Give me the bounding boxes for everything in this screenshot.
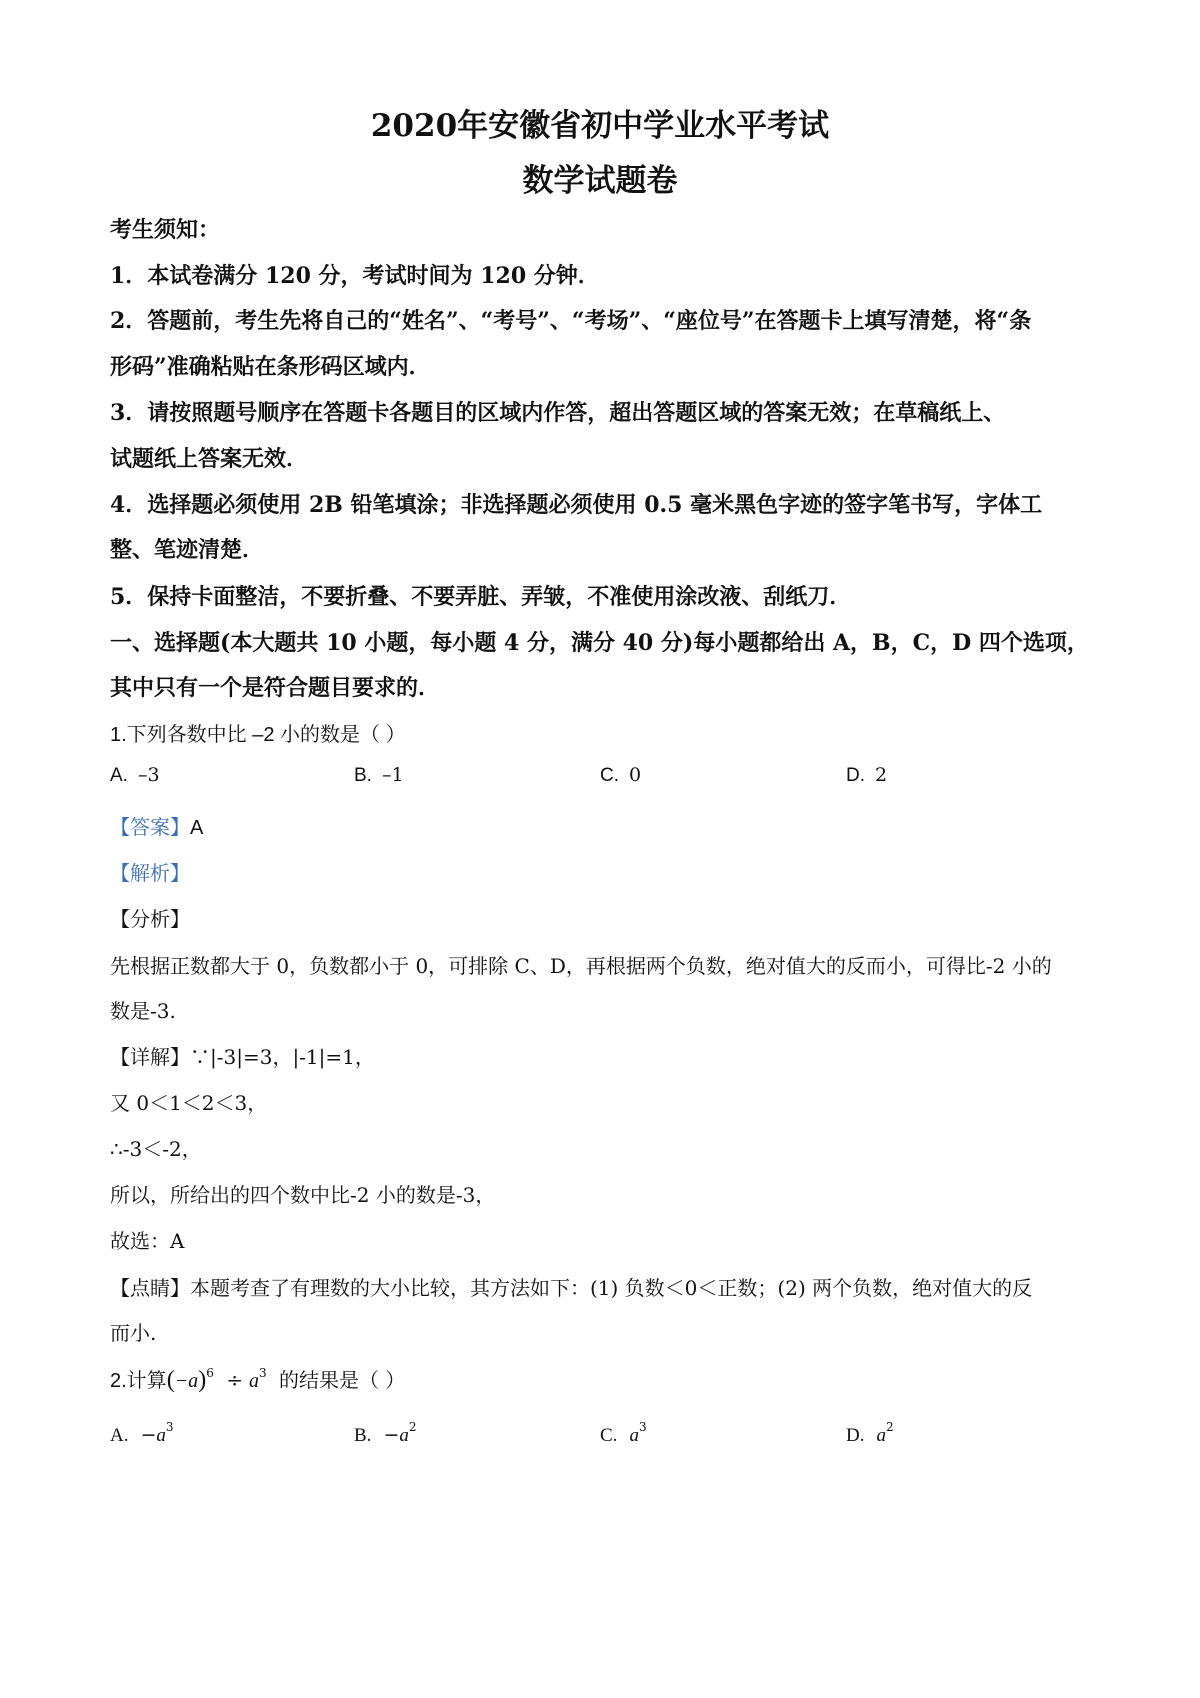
question-1-option-d — [846, 764, 887, 787]
section-heading-line-2: 其中只有一个是符合题目要求的． — [110, 675, 441, 701]
option-exponent: 3 — [638, 1420, 647, 1434]
detail-line-2: 又 0＜1＜2＜3， — [110, 1091, 268, 1115]
question-2-prefix: 2.计算 — [110, 1370, 167, 1392]
question-2-option-b — [354, 1420, 417, 1447]
option-letter: A. — [110, 1425, 129, 1446]
notice-item-2-line-1: 2．答题前，考生先将自己的“姓名”、“考号”、“考场”、“座位号”在答题卡上填写清楚，将“条 — [110, 308, 1032, 334]
question-2-option-a — [110, 1420, 174, 1447]
option-letter: B. — [354, 765, 372, 786]
option-exponent: 3 — [165, 1420, 174, 1434]
detail-line-1: 【详解】∵|-3|=3，|-1|=1， — [110, 1045, 375, 1069]
option-var: a — [399, 1425, 409, 1446]
dianjing-line-1: 【点睛】本题考查了有理数的大小比较，其方法如下：(1) 负数＜0＜正数；(2) 两个负数，绝对值大的反 — [110, 1276, 1033, 1300]
fenxi-tag: 【分析】 — [110, 907, 190, 931]
question-1-option-b — [354, 764, 404, 787]
fenxi-line-2: 数是-3. — [110, 999, 176, 1023]
option-exponent: 2 — [408, 1420, 417, 1434]
question-2-option-d — [846, 1420, 894, 1447]
option-value: –3 — [137, 764, 160, 786]
option-value: 2 — [875, 764, 888, 786]
answer-row — [110, 811, 203, 840]
notice-item-4-line-2: 整、笔迹清楚． — [110, 537, 265, 563]
answer-tag: 【答案】 — [110, 815, 190, 839]
question-2-stem — [110, 1364, 405, 1394]
option-letter: C. — [600, 1425, 618, 1446]
option-value: –1 — [381, 764, 404, 786]
question-2-exponent-1: 6 — [206, 1366, 214, 1380]
option-sign: − — [140, 1424, 157, 1446]
option-letter: D. — [846, 1425, 865, 1446]
left-paren: ( — [166, 1367, 175, 1393]
section-heading-line-1: 一、选择题(本大题共 10 小题，每小题 4 分，满分 40 分)每小题都给出 A，B，C，D 四个选项， — [110, 630, 1089, 656]
question-2-base-2: a — [248, 1370, 259, 1392]
dianjing-line-2: 而小. — [110, 1321, 157, 1345]
analysis-tag: 【解析】 — [110, 861, 190, 885]
exam-title: 2020年安徽省初中学业水平考试 — [370, 108, 830, 144]
detail-line-4: 所以，所给出的四个数中比-2 小的数是-3， — [110, 1183, 496, 1207]
question-2-base: −a — [174, 1370, 199, 1392]
question-2-suffix: 的结果是（ ） — [278, 1368, 406, 1392]
option-letter: D. — [846, 765, 865, 786]
right-paren: ) — [198, 1367, 207, 1393]
notice-item-3-line-2: 试题纸上答案无效． — [110, 446, 309, 472]
notice-heading: 考生须知： — [110, 217, 221, 243]
option-sign: − — [383, 1424, 400, 1446]
question-1-option-c — [600, 764, 641, 787]
option-letter: B. — [354, 1425, 372, 1446]
fenxi-line-1: 先根据正数都大于 0，负数都小于 0，可排除 C、D，再根据两个负数，绝对值大的反而小，可得比-2 小的 — [110, 954, 1052, 978]
notice-item-4-line-1: 4．选择题必须使用 2B 铅笔填涂；非选择题必须使用 0.5 毫米黑色字迹的签字笔书写，字体工 — [110, 492, 1043, 518]
answer-value: A — [190, 817, 204, 839]
option-var: a — [156, 1425, 166, 1446]
detail-line-5: 故选：A — [110, 1229, 185, 1253]
option-letter: A. — [110, 765, 128, 786]
division-sign: ÷ — [226, 1368, 243, 1392]
option-var: a — [629, 1425, 639, 1446]
question-1-option-a — [110, 764, 160, 787]
option-value: 0 — [629, 764, 642, 786]
notice-item-5: 5．保持卡面整洁，不要折叠、不要弄脏、弄皱，不准使用涂改液、刮纸刀． — [110, 584, 852, 610]
notice-item-3-line-1: 3．请按照题号顺序在答题卡各题目的区域内作答，超出答题区域的答案无效；在草稿纸上、 — [110, 400, 1006, 426]
option-var: a — [876, 1425, 886, 1446]
notice-item-1: 1．本试卷满分 120 分，考试时间为 120 分钟． — [110, 263, 600, 289]
question-2-option-c — [600, 1420, 647, 1447]
question-1-stem: 1.下列各数中比 –2 小的数是（ ） — [110, 724, 406, 746]
option-letter: C. — [600, 765, 619, 786]
exam-subtitle: 数学试题卷 — [522, 163, 678, 199]
notice-item-2-line-2: 形码”准确粘贴在条形码区域内． — [110, 354, 431, 380]
option-exponent: 2 — [885, 1420, 894, 1434]
detail-line-3: ∴-3＜-2， — [110, 1137, 202, 1161]
question-2-exponent-2: 3 — [258, 1366, 267, 1380]
